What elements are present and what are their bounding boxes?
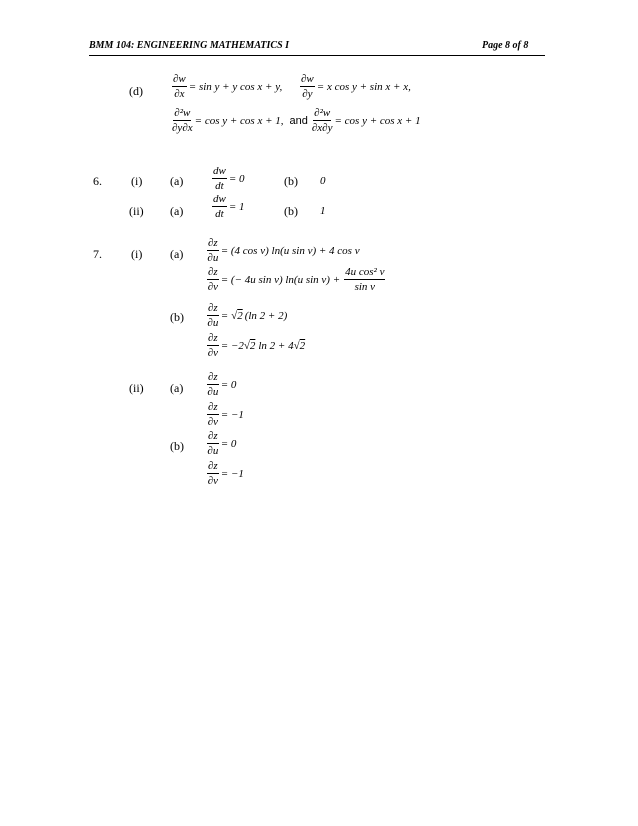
fraction-numerator: ∂z bbox=[208, 371, 218, 383]
q6-ii-a-equation bbox=[210, 194, 245, 220]
equation-rhs: (ln 2 + 2) bbox=[244, 310, 288, 322]
fraction-numerator: 4u cos² v bbox=[345, 266, 385, 278]
q6-i-b-label: (b) bbox=[284, 174, 298, 188]
radicand: 2 bbox=[299, 340, 306, 352]
equation-rhs: = −1 bbox=[220, 409, 244, 421]
fraction-numerator: dw bbox=[213, 193, 226, 205]
q7-i-b-label: (b) bbox=[170, 310, 184, 324]
radicand: 2 bbox=[237, 310, 243, 322]
fraction-denominator: ∂v bbox=[207, 475, 219, 487]
square-root-sign: √ bbox=[293, 340, 300, 352]
q7-i-b-dz-du-equation bbox=[205, 303, 287, 329]
equation-rhs: = cos y + cos x + 1, bbox=[194, 115, 284, 127]
equation-rhs: = cos y + cos x + 1 bbox=[334, 115, 421, 127]
fraction-denominator: ∂x bbox=[174, 88, 185, 100]
fraction-numerator: ∂w bbox=[301, 73, 314, 85]
fraction-denominator: ∂v bbox=[207, 347, 219, 359]
fraction-denominator: dt bbox=[215, 180, 224, 192]
fraction-denominator: sin v bbox=[354, 281, 376, 293]
fraction-denominator: ∂y∂x bbox=[172, 122, 193, 134]
q7-number: 7. bbox=[93, 247, 102, 261]
equation-rhs: = 0 bbox=[228, 173, 245, 185]
fraction-numerator: ∂z bbox=[208, 302, 218, 314]
q6-ii-label: (ii) bbox=[129, 204, 144, 218]
equation-rhs: = −2 bbox=[220, 340, 244, 352]
q6-ii-b-label: (b) bbox=[284, 204, 298, 218]
header-course: BMM 104: ENGINEERING MATHEMATICS I bbox=[89, 40, 290, 51]
fraction-numerator: ∂z bbox=[208, 266, 218, 278]
square-root-sign: √ bbox=[231, 310, 238, 322]
q7-i-a-dz-dv-equation bbox=[205, 267, 387, 293]
q5d-dw-dx-equation bbox=[170, 74, 282, 100]
q7-ii-label: (ii) bbox=[129, 381, 144, 395]
fraction-denominator: ∂u bbox=[207, 386, 219, 398]
fraction-denominator: dt bbox=[215, 208, 224, 220]
fraction-denominator: ∂u bbox=[207, 445, 219, 457]
q6-ii-b-value: 1 bbox=[320, 205, 326, 217]
equation-rhs: = sin y + y cos x + y, bbox=[188, 81, 283, 93]
fraction-numerator: ∂²w bbox=[314, 107, 331, 119]
fraction-denominator: ∂v bbox=[207, 416, 219, 428]
q7-ii-a-dz-dv-equation bbox=[205, 402, 244, 428]
fraction-denominator: ∂x∂y bbox=[311, 122, 333, 134]
and-word: and bbox=[289, 115, 308, 127]
fraction-denominator: ∂v bbox=[207, 281, 219, 293]
q7-ii-b-dz-dv-equation bbox=[205, 461, 244, 487]
fraction-numerator: ∂w bbox=[173, 73, 186, 85]
q7-ii-a-dz-du-equation bbox=[205, 372, 236, 398]
q7-i-label: (i) bbox=[131, 247, 143, 261]
fraction-numerator: ∂z bbox=[208, 237, 218, 249]
equation-rhs: = 0 bbox=[220, 379, 237, 391]
q6-i-a-equation bbox=[210, 166, 245, 192]
q5d-dw-dy-equation bbox=[298, 74, 411, 100]
radicand: 2 bbox=[249, 340, 256, 352]
equation-rhs: = −1 bbox=[220, 468, 244, 480]
equation-rhs: = 0 bbox=[220, 438, 237, 450]
square-root-sign: √ bbox=[243, 340, 250, 352]
q7-i-a-dz-du-equation bbox=[205, 238, 360, 264]
fraction-numerator: ∂z bbox=[208, 332, 218, 344]
equation-rhs: = x cos y + sin x + x, bbox=[316, 81, 411, 93]
header-page-number: Page 8 of 8 bbox=[482, 40, 529, 51]
fraction-numerator: ∂z bbox=[208, 401, 218, 413]
equation-rhs: = 1 bbox=[228, 201, 245, 213]
equation-rhs-middle: ln 2 + 4 bbox=[258, 340, 294, 352]
q6-i-a-label: (a) bbox=[170, 174, 184, 188]
fraction-numerator: ∂²w bbox=[174, 107, 191, 119]
q5d-d2w-dydx-equation bbox=[170, 108, 421, 134]
q6-ii-a-label: (a) bbox=[170, 204, 184, 218]
fraction-numerator: ∂z bbox=[208, 460, 218, 472]
q7-i-a-label: (a) bbox=[170, 247, 184, 261]
equation-rhs: = (4 cos v) ln(u sin v) + 4 cos v bbox=[220, 245, 360, 257]
fraction-numerator: ∂z bbox=[208, 430, 218, 442]
fraction-denominator: ∂u bbox=[207, 252, 219, 264]
q6-i-b-value: 0 bbox=[320, 175, 326, 187]
fraction-numerator: dw bbox=[213, 165, 226, 177]
q6-i-label: (i) bbox=[131, 174, 143, 188]
q7-ii-a-label: (a) bbox=[170, 381, 184, 395]
equation-rhs: = (− 4u sin v) ln(u sin v) + bbox=[220, 274, 341, 286]
header-divider bbox=[89, 55, 545, 56]
q7-ii-b-label: (b) bbox=[170, 439, 184, 453]
q5d-label: (d) bbox=[129, 84, 143, 98]
q7-ii-b-dz-du-equation bbox=[205, 431, 236, 457]
equals-sign: = bbox=[220, 310, 229, 322]
fraction-denominator: ∂u bbox=[207, 317, 219, 329]
q6-number: 6. bbox=[93, 174, 102, 188]
q7-i-b-dz-dv-equation bbox=[205, 333, 305, 359]
fraction-denominator: ∂y bbox=[302, 88, 313, 100]
